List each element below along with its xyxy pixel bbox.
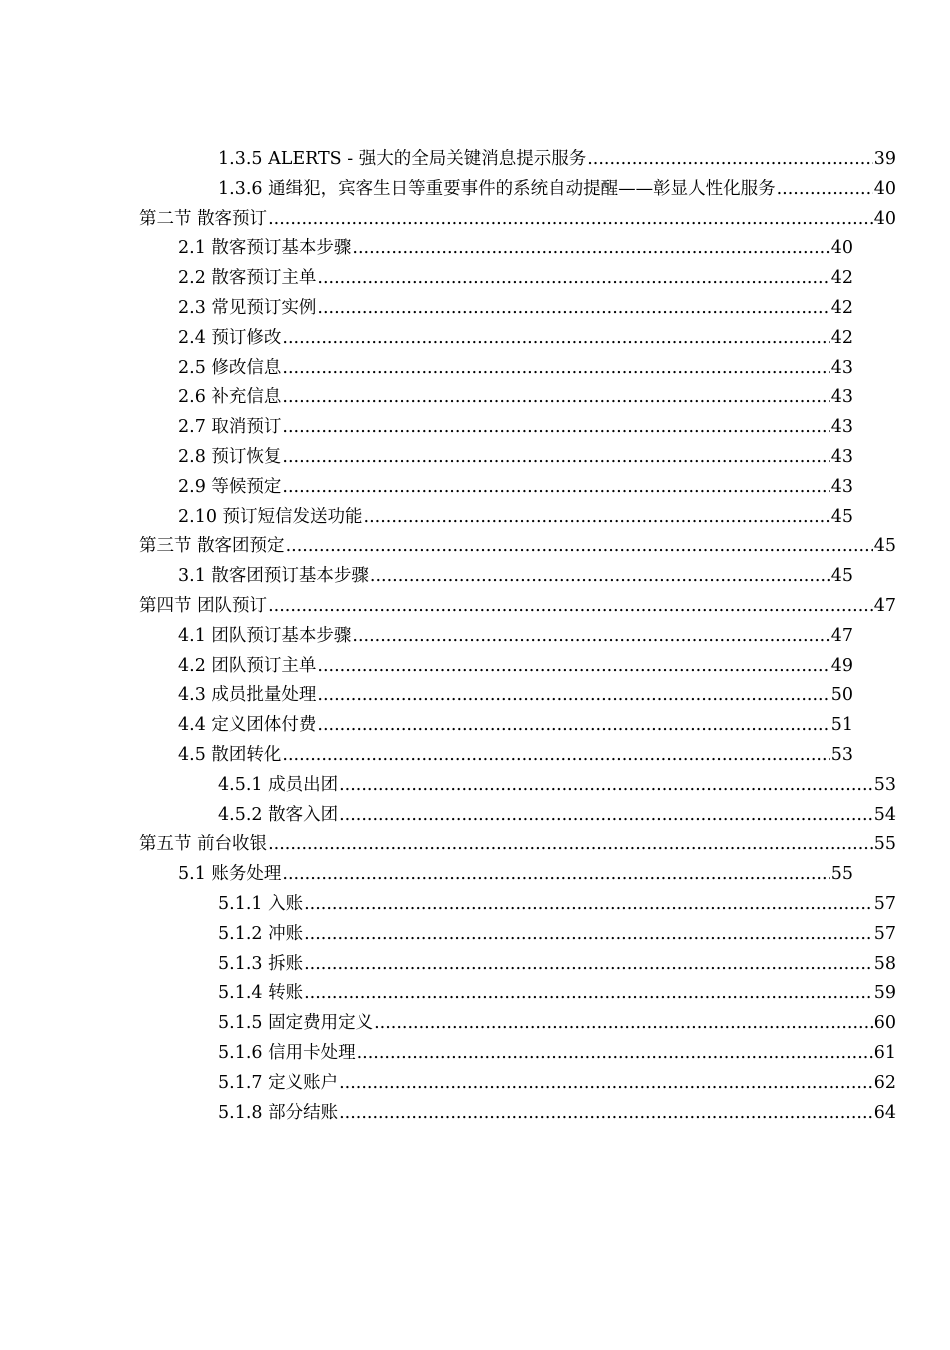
dot-leader [339,1069,873,1099]
dot-leader [282,383,829,413]
toc-entry-page: 45 [830,566,853,587]
toc-entry-section [0,592,896,622]
toc-entry-title: 4.4 定义团体付费 [178,715,317,736]
dot-leader [304,890,873,920]
toc-entry [0,860,853,890]
toc-entry-section [0,532,896,562]
toc-entry-page: 43 [830,476,853,497]
toc-entry-page: 61 [873,1042,896,1063]
toc-entry-title: 2.8 预订恢复 [178,446,282,467]
toc-entry [0,920,896,950]
toc-entry-page: 43 [830,417,853,438]
toc-entry-page: 57 [873,923,896,944]
toc-entry [0,175,896,205]
dot-leader [374,1009,873,1039]
toc-entry [0,652,853,682]
toc-entry [0,503,853,533]
toc-entry-page: 58 [873,953,896,974]
dot-leader [282,354,829,384]
toc-entry-title: 3.1 散客团预订基本步骤 [178,566,369,587]
toc-entry-page: 55 [873,834,896,855]
toc-entry [0,145,896,175]
toc-entry-title: 1.3.5 ALERTS - 强大的全局关键消息提示服务 [218,149,587,169]
toc-entry-title: 第五节 前台收银 [139,834,268,855]
dot-leader [286,532,873,562]
toc-entry-title: 5.1.7 定义账户 [218,1072,339,1093]
toc-entry [0,1009,896,1039]
toc-entry [0,383,853,413]
toc-entry [0,354,853,384]
toc-entry-title: 第二节 散客预订 [139,208,268,229]
dot-leader [357,1039,873,1069]
dot-leader [364,503,830,533]
dot-leader [339,801,873,831]
dot-leader [352,622,829,652]
toc-entry-title: 2.9 等候预定 [178,476,282,497]
toc-entry [0,413,853,443]
toc-entry-title: 4.2 团队预订主单 [178,655,317,676]
dot-leader [304,920,873,950]
dot-leader [777,175,873,205]
toc-entry-page: 42 [830,297,853,318]
toc-entry-page: 43 [830,357,853,378]
toc-entry-title: 5.1.3 拆账 [218,953,304,974]
toc-entry [0,741,853,771]
toc-entry [0,711,853,741]
toc-entry-page: 45 [873,536,896,557]
toc-entry-page: 43 [830,387,853,408]
table-of-contents [0,145,950,1128]
dot-leader [304,979,873,1009]
toc-entry-section [0,830,896,860]
dot-leader [339,771,873,801]
toc-entry-title: 2.7 取消预订 [178,417,282,438]
toc-entry-title: 5.1.4 转账 [218,983,304,1004]
toc-entry-page: 64 [873,1102,896,1123]
dot-leader [282,324,829,354]
toc-entry [0,443,853,473]
toc-entry-title: 2.4 预订修改 [178,327,282,348]
toc-entry-page: 39 [873,149,896,169]
toc-entry [0,1039,896,1069]
toc-entry [0,264,853,294]
toc-entry-page: 40 [873,178,896,199]
toc-entry [0,801,896,831]
toc-entry-page: 53 [873,774,896,795]
dot-leader [317,264,829,294]
dot-leader [317,711,829,741]
toc-entry-title: 5.1.6 信用卡处理 [218,1042,356,1063]
toc-entry-page: 40 [830,238,853,259]
toc-entry-title: 4.3 成员批量处理 [178,685,317,706]
toc-entry-page: 45 [830,506,853,527]
toc-entry-title: 4.5 散团转化 [178,744,282,765]
toc-entry-title: 4.1 团队预订基本步骤 [178,625,352,646]
toc-entry-page: 53 [830,744,853,765]
toc-entry-title: 5.1.8 部分结账 [218,1102,339,1123]
toc-entry [0,979,896,1009]
dot-leader [317,294,829,324]
dot-leader [282,473,829,503]
toc-entry-title: 第四节 团队预订 [139,595,268,616]
dot-leader [282,413,829,443]
dot-leader [304,950,873,980]
toc-entry [0,1099,896,1129]
toc-entry [0,294,853,324]
dot-leader [339,1099,873,1129]
dot-leader [282,741,829,771]
toc-entry-title: 1.3.6 通缉犯，宾客生日等重要事件的系统自动提醒——彰显人性化服务 [218,178,776,199]
toc-entry-title: 2.10 预订短信发送功能 [178,506,363,527]
toc-entry [0,950,896,980]
toc-entry-page: 62 [873,1072,896,1093]
toc-entry-page: 54 [873,804,896,825]
toc-entry-title: 5.1.2 冲账 [218,923,304,944]
toc-entry-page: 42 [830,327,853,348]
toc-entry [0,622,853,652]
dot-leader [317,681,829,711]
dot-leader [268,592,873,622]
toc-entry-page: 49 [830,655,853,676]
toc-entry [0,890,896,920]
toc-entry-page: 50 [830,685,853,706]
dot-leader [352,234,829,264]
toc-entry [0,771,896,801]
toc-entry-title: 4.5.2 散客入团 [218,804,339,825]
dot-leader [282,443,829,473]
toc-entry-title: 第三节 散客团预定 [139,536,285,557]
toc-entry-title: 2.1 散客预订基本步骤 [178,238,352,259]
dot-leader [587,145,873,175]
dot-leader [370,562,830,592]
toc-entry-page: 42 [830,268,853,289]
toc-entry-page: 47 [830,625,853,646]
toc-entry-page: 55 [830,864,853,885]
toc-entry-page: 47 [873,595,896,616]
dot-leader [317,652,829,682]
toc-entry [0,1069,896,1099]
toc-entry [0,681,853,711]
toc-entry [0,473,853,503]
toc-entry-title: 2.2 散客预订主单 [178,268,317,289]
toc-entry-page: 51 [830,715,853,736]
toc-entry-title: 2.3 常见预订实例 [178,297,317,318]
toc-entry-page: 60 [873,1013,896,1034]
toc-entry-page: 57 [873,893,896,914]
toc-entry [0,562,853,592]
toc-entry-title: 5.1.5 固定费用定义 [218,1013,374,1034]
toc-entry-page: 59 [873,983,896,1004]
toc-entry-section [0,205,896,235]
toc-entry-title: 5.1.1 入账 [218,893,304,914]
toc-entry-page: 43 [830,446,853,467]
toc-entry-title: 4.5.1 成员出团 [218,774,339,795]
dot-leader [268,830,873,860]
toc-entry-title: 2.5 修改信息 [178,357,282,378]
dot-leader [282,860,829,890]
toc-entry [0,324,853,354]
toc-entry-title: 5.1 账务处理 [178,864,282,885]
toc-entry-page: 40 [873,208,896,229]
dot-leader [268,205,873,235]
toc-entry [0,234,853,264]
toc-entry-title: 2.6 补充信息 [178,387,282,408]
